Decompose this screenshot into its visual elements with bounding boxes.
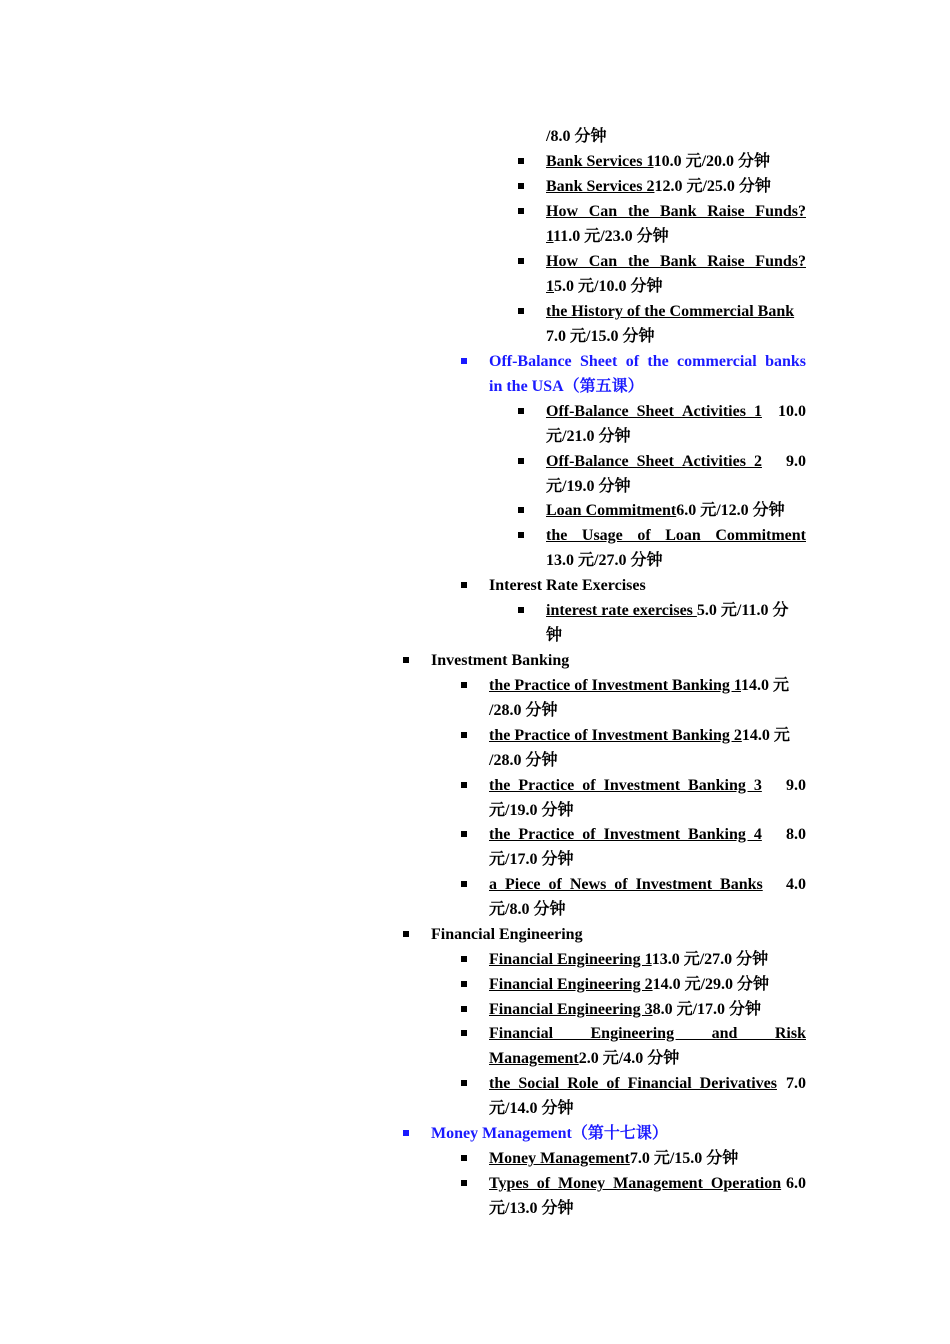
list-bullet	[518, 158, 524, 164]
list-bullet	[461, 881, 467, 887]
list-bullet	[403, 657, 409, 663]
lesson-link[interactable]: Financial Engineering 3	[489, 1001, 653, 1018]
lesson-link[interactable]: Off-Balance Sheet Activities 1	[546, 403, 762, 420]
list-bullet	[461, 358, 467, 364]
price-duration: 12.0 元/25.0 分钟	[654, 178, 771, 195]
lesson-link[interactable]: Off-Balance Sheet Activities 2	[546, 453, 762, 470]
list-item	[489, 972, 769, 997]
list-item: Off-Balance Sheet Activities 1 10.0	[546, 399, 806, 424]
category-heading: Investment Banking	[431, 652, 570, 669]
list-item-line1[interactable]: Financial Engineering and Risk	[489, 1025, 806, 1042]
list-bullet	[461, 956, 467, 962]
list-bullet	[461, 1030, 467, 1036]
price-duration-tail: 元/17.0 分钟	[489, 851, 574, 868]
list-bullet	[461, 682, 467, 688]
list-item	[489, 997, 761, 1022]
price-duration: 13.0 元/27.0 分钟	[651, 951, 769, 968]
list-bullet	[461, 831, 467, 837]
list-bullet	[518, 408, 524, 414]
lesson-link[interactable]: the Practice of Investment Banking 3	[489, 777, 762, 794]
price-duration-tail: 元/14.0 分钟	[489, 1100, 574, 1117]
lesson-link[interactable]: Financial Engineering 2	[489, 976, 653, 993]
price-duration: 11.0 元/23.0 分钟	[553, 228, 669, 245]
subheading: Interest Rate Exercises	[489, 577, 646, 594]
list-bullet	[461, 1006, 467, 1012]
list-bullet	[461, 1180, 467, 1186]
list-item: the Practice of Investment Banking 114.0 元	[489, 677, 789, 694]
list-bullet	[518, 458, 524, 464]
list-item	[489, 947, 768, 972]
price-duration: 13.0 元/27.0 分钟	[546, 552, 663, 569]
list-bullet	[461, 1080, 467, 1086]
list-bullet	[518, 258, 524, 264]
list-item: interest rate exercises 5.0 元/11.0 分	[546, 602, 789, 619]
continuation-text: /8.0 分钟	[546, 128, 607, 145]
price-duration: 8.0 元/17.0 分钟	[652, 1001, 762, 1018]
list-item	[546, 174, 771, 199]
list-item: Off-Balance Sheet Activities 2 9.0	[546, 449, 806, 474]
lesson-link[interactable]: Bank Services 1	[546, 153, 654, 170]
lesson-link[interactable]: a Piece of News of Investment Banks	[489, 876, 763, 893]
price-duration-tail: 元/8.0 分钟	[489, 901, 566, 918]
list-bullet	[461, 782, 467, 788]
price-duration: 6.0 元/12.0 分钟	[676, 502, 785, 519]
price-duration: 14.0 元/29.0 分钟	[652, 976, 770, 993]
list-item	[489, 1046, 679, 1071]
price-duration: 2.0 元/4.0 分钟	[578, 1050, 680, 1067]
price-duration: 7.0 元/15.0 分钟	[629, 1150, 739, 1167]
lesson-link[interactable]: Loan Commitment	[546, 502, 677, 519]
list-item: Types of Money Management Operation 6.0	[489, 1171, 806, 1196]
lesson-link-tail[interactable]: 1	[546, 278, 554, 295]
price-duration-tail: /28.0 分钟	[489, 752, 558, 769]
list-item: a Piece of News of Investment Banks 4.0	[489, 872, 806, 897]
price-duration-tail: 元/21.0 分钟	[546, 428, 631, 445]
list-bullet	[461, 1155, 467, 1161]
price-duration-tail: /28.0 分钟	[489, 702, 558, 719]
list-item-line1[interactable]: How Can the Bank Raise Funds?	[546, 253, 806, 270]
list-bullet	[518, 507, 524, 513]
lesson-link[interactable]: Financial Engineering 1	[489, 951, 652, 968]
list-item	[489, 1146, 738, 1171]
list-item-line1[interactable]: How Can the Bank Raise Funds?	[546, 203, 806, 220]
category-heading: Financial Engineering	[431, 926, 583, 943]
list-bullet	[403, 1130, 409, 1136]
list-bullet	[518, 183, 524, 189]
section-heading: Off-Balance Sheet of the commercial banks	[489, 353, 806, 370]
price-duration-tail: 元/13.0 分钟	[489, 1200, 574, 1217]
section-heading-line2: in the USA（第五课）	[489, 378, 644, 395]
list-bullet	[461, 981, 467, 987]
lesson-link[interactable]: interest rate exercises	[546, 602, 697, 619]
lesson-link[interactable]: Bank Services 2	[546, 178, 655, 195]
lesson-link-tail[interactable]: Management	[489, 1050, 579, 1067]
list-item	[546, 498, 785, 523]
list-item	[546, 299, 794, 324]
lesson-link[interactable]: the Practice of Investment Banking 4	[489, 826, 762, 843]
lesson-link[interactable]: Types of Money Management Operation	[489, 1175, 782, 1192]
price-duration: 5.0 元/10.0 分钟	[554, 278, 663, 295]
section-heading: Money Management（第十七课）	[431, 1125, 668, 1142]
lesson-link[interactable]: the Practice of Investment Banking 2	[489, 727, 742, 744]
list-bullet	[403, 931, 409, 937]
list-item: the Practice of Investment Banking 3 9.0	[489, 773, 806, 798]
lesson-link-tail[interactable]: 1	[546, 228, 554, 245]
price-duration: 10.0 元/20.0 分钟	[653, 153, 771, 170]
list-item[interactable]: the Usage of Loan Commitment	[546, 527, 806, 544]
list-bullet	[518, 607, 524, 613]
lesson-link[interactable]: the History of the Commercial Bank	[546, 303, 795, 320]
list-item: the Practice of Investment Banking 214.0 元	[489, 727, 790, 744]
list-item	[546, 224, 669, 249]
price-duration-tail: 钟	[546, 627, 563, 644]
list-bullet	[461, 732, 467, 738]
list-bullet	[461, 582, 467, 588]
list-bullet	[518, 308, 524, 314]
list-item	[546, 274, 662, 299]
list-item: the Social Role of Financial Derivatives 7.0	[489, 1071, 806, 1096]
price-duration: 7.0 元/15.0 分钟	[546, 328, 655, 345]
price-duration-tail: 元/19.0 分钟	[489, 802, 574, 819]
list-bullet	[518, 532, 524, 538]
list-bullet	[518, 208, 524, 214]
list-item: the Practice of Investment Banking 4 8.0	[489, 822, 806, 847]
lesson-link[interactable]: the Practice of Investment Banking 1	[489, 677, 741, 694]
lesson-link[interactable]: the Social Role of Financial Derivatives	[489, 1075, 777, 1092]
price-duration-tail: 元/19.0 分钟	[546, 478, 631, 495]
list-item	[546, 149, 770, 174]
lesson-link[interactable]: Money Management	[489, 1150, 630, 1167]
